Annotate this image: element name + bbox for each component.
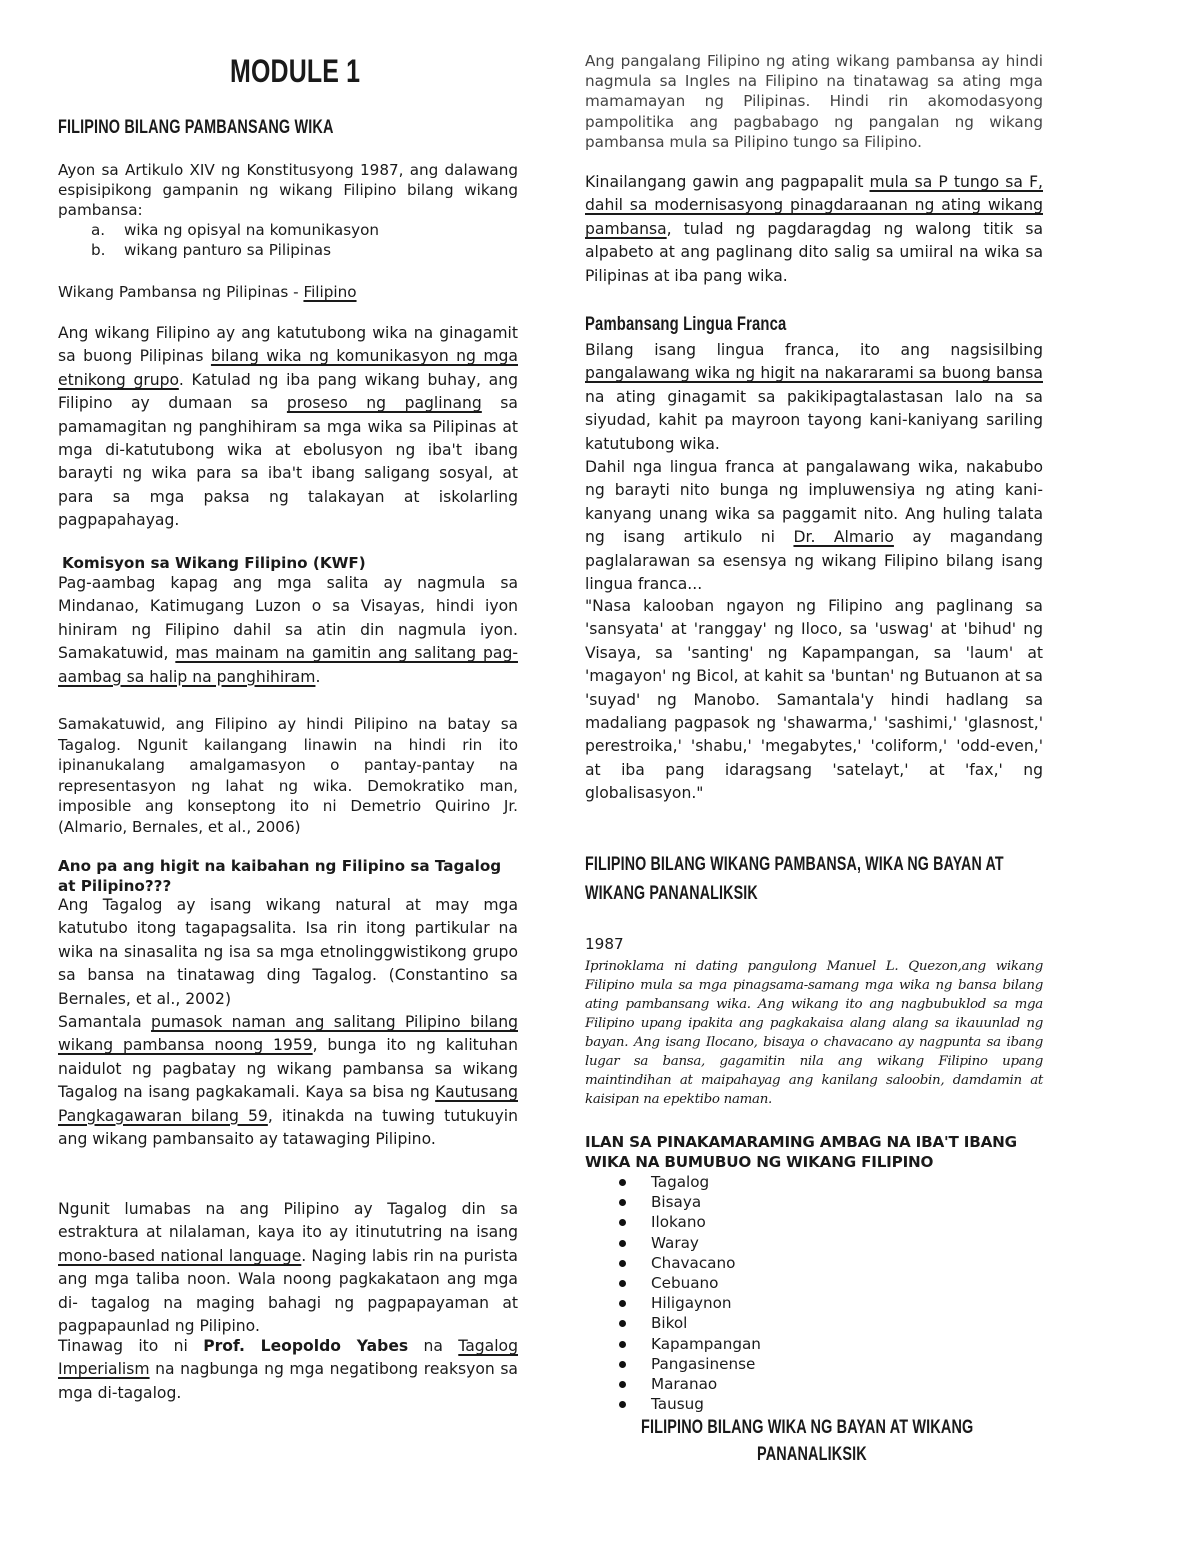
final-heading-line2: PANANALIKSIK (757, 1444, 867, 1465)
list-item (585, 1313, 1043, 1333)
kwf-paragraph (58, 572, 518, 689)
text-run: Kinailangang gawin ang pagpapalit (585, 173, 870, 191)
ambag-heading: ILAN SA PINAKAMARAMING AMBAG NA IBA'T IBANG WIKA NA BUMUBUO NG WIKANG FILIPINO (585, 1133, 1017, 1171)
text-run: . Katulad ng iba pang wikang buhay, ang Filipino ay dumaan sa (58, 370, 518, 413)
pilipino-paragraph (58, 1011, 518, 1151)
almario-quote: "Nasa kalooban ngayon ng Filipino ang paglinang sa 'sansyata' at 'ranggay' ng Iloco, sa 'uswag' at 'bihud' ng Visaya, sa 'santing' ng Kapampangan, sa 'laum' at 'magayon' ng Bicol, at kahit sa 'buntan' ng Butuanon at sa 'suyad' ng Manobo. Samantala'y hindi hadlang sa madaliang pagpasok ng 'shawarma,' 'sashimi,' 'glasnost,' perestroika,' 'shabu,' 'megabytes,' 'coliform,' 'odd-even,' at iba pang idaragsang 'satelayt,' at 'fax,' ng globalisasyon." (585, 597, 1043, 803)
bullet-icon (619, 1361, 626, 1368)
list-item (585, 1334, 1043, 1354)
mono-based-paragraph (58, 1198, 518, 1338)
list-item (58, 240, 518, 260)
text-run: Bilang isang lingua franca, ito ang nagsisilbing (585, 341, 1043, 359)
final-heading-line1: FILIPINO BILANG WIKA NG BAYAN AT WIKANG (641, 1417, 974, 1438)
filipino-definition-paragraph (58, 322, 518, 533)
text-run: . (315, 667, 321, 686)
underlined-text: mono-based national language (58, 1246, 302, 1265)
list-item (58, 220, 518, 240)
underlined-text: pangalawang wika ng higit na nakararami sa buong bansa (585, 364, 1043, 383)
underlined-text: Tagalog Imperialism (58, 1337, 518, 1379)
text-run: Dahil nga lingua franca at pangalawang wika, nakabubo ng barayti nito bunga ng impluwensiya ng ating kani- kanyang unang wika sa paggamit nito. Ang huling talata ng isang artikulo ni (585, 458, 1043, 547)
text-run: Tinawag ito ni (58, 1337, 204, 1355)
text-run: , tulad ng pagdaragdag ng walong titik sa alpabeto at ang paglinang dito salig sa umiiral na wika sa Pilipinas at iba pang wika. (585, 219, 1043, 285)
language-name: Ilokano (651, 1213, 706, 1232)
bullet-icon (619, 1240, 626, 1247)
bullet-icon (619, 1341, 626, 1348)
underlined-text: bilang wika ng komunikasyon ng mga etnikong grupo (58, 347, 518, 389)
bold-name: Prof. Leopoldo Yabes (203, 1337, 409, 1355)
lingua-franca-paragraph (585, 339, 1043, 456)
list-item (585, 1374, 1043, 1394)
bullet-icon (619, 1280, 626, 1287)
section-heading-pambansang-wika: FILIPINO BILANG PAMBANSANG WIKA (58, 117, 334, 138)
text-run: Ngunit lumabas na ang Pilipino ay Tagalog din sa estraktura at nilalaman, kaya ito ay itinututring na isang (58, 1200, 518, 1242)
list-item (585, 1253, 1043, 1273)
bullet-icon (619, 1260, 626, 1267)
bullet-icon (619, 1199, 626, 1206)
bullet-icon (619, 1320, 626, 1327)
tagalog-paragraph: Ang Tagalog ay isang wikang natural at may mga katutubo itong tagapagsalita. Isa rin itong partikular na wika na sinasalita ng isa sa mga etnolinggwistikong grupo sa bansa na tinatawag ding Tagalog. (Constantino sa Bernales, et al., 2002) (58, 896, 518, 1008)
bullet-icon (619, 1179, 626, 1186)
text-run: . Naging labis rin na purista ang mga taliba noon. Wala noong pagkakataon ang mga di- tagalog na maging bahagi ng pagpapayaman at pagpapaunlad ng Pilipino. (58, 1246, 518, 1336)
list-item (585, 1172, 1043, 1192)
language-name: Tagalog (651, 1173, 710, 1191)
language-name: Tausug (651, 1395, 704, 1414)
text-run: na nagbunga ng mga negatibong reaksyon sa mga di-tagalog. (58, 1360, 518, 1402)
underlined-text: pumasok naman ang salitang Pilipino bilang wikang pambansa noong 1959 (58, 1013, 518, 1055)
language-name: Kapampangan (651, 1334, 761, 1353)
wikang-pambansa-label: Wikang Pambansa ng Pilipinas - (58, 283, 304, 301)
almario-paragraph (585, 456, 1043, 596)
language-name: Cebuano (651, 1274, 719, 1293)
pangalang-filipino-paragraph: Ang pangalang Filipino ng ating wikang pambansa ay hindi nagmula sa Ingles na Filipino na tinatawag sa ating mga mamamayan ng Pilipinas. Hindi rin akomodasyong pampolitika ang pagbabago ng pangalan ng wikang pambansa mula sa Pilipino tungo sa Filipino. (585, 52, 1043, 151)
text-run: Ang wikang Filipino ay ang katutubong wika na ginagamit sa buong Pilipinas (58, 324, 518, 366)
underlined-text: mas mainam na gamitin ang salitang pag- aambag sa halip na panghihiram (58, 644, 518, 686)
tagalog-imperialism-paragraph (58, 1335, 518, 1405)
list-item-text: wikang panturo sa Pilipinas (124, 241, 331, 260)
list-item (585, 1273, 1043, 1293)
text-run: Samantala (58, 1013, 152, 1031)
language-name: Pangasinense (651, 1354, 756, 1373)
language-name: Maranao (651, 1375, 718, 1394)
wikang-pambansa-heading-line1: FILIPINO BILANG WIKANG PAMBANSA, WIKA NG BAYAN AT (585, 854, 1004, 875)
module-title: MODULE 1 (230, 53, 361, 89)
list-item (585, 1233, 1043, 1253)
language-name: Bisaya (651, 1193, 702, 1212)
text-run: na ating ginagamit sa pakikipagtalastasan lalo na sa siyudad, kahit pa mayroon tayong kani-kaniyang sariling katutubong wika. (585, 387, 1043, 453)
kwf-heading: Komisyon sa Wikang Filipino (KWF) (62, 554, 366, 572)
list-item (585, 1394, 1043, 1414)
list-item (585, 1212, 1043, 1232)
bullet-icon (619, 1300, 626, 1307)
bullet-icon (619, 1401, 626, 1408)
underlined-text: mula sa P tungo sa F, dahil sa modernisasyong pinagdaraanan ng ating wikang pambansa (585, 173, 1043, 238)
languages-list (585, 1172, 1043, 1414)
bullet-icon (619, 1381, 626, 1388)
year-label: 1987 (585, 935, 624, 953)
bullet-icon (619, 1219, 626, 1226)
list-item (585, 1293, 1043, 1313)
text-run: Pag-aambag kapag ang mga salita ay nagmula sa Mindanao, Katimugang Luzon o sa Visayas, hindi iyon hiniram ng Filipino dahil sa atin din nagmula iyon. Samakatuwid, (58, 574, 518, 663)
samakatuwid-paragraph: Samakatuwid, ang Filipino ay hindi Pilipino na batay sa Tagalog. Ngunit kailangang linawin na hindi rin ito ipinanukalang amalgamasyon o pantay-pantay na representasyon ng lahat ng wika. Demokratiko man, imposible ang konseptong ito ni Demetrio Quirino Jr. (Almario, Bernales, et al., 2006) (58, 715, 518, 836)
kaibahan-heading: Ano pa ang higit na kaibahan ng Filipino sa Tagalog at Pilipino??? (58, 857, 502, 895)
gampanin-list (58, 220, 518, 260)
text-run: , itinakda na tuwing tutukuyin ang wikang pambansaito ay tatawaging Pilipino. (58, 1106, 518, 1149)
underlined-text: Kautusang Pangkagawaran bilang 59 (58, 1083, 518, 1125)
list-item (585, 1192, 1043, 1212)
wikang-pambansa-heading-line2: WIKANG PANANALIKSIK (585, 883, 758, 904)
language-name: Bikol (651, 1314, 688, 1333)
language-name: Chavacano (651, 1253, 736, 1272)
lingua-franca-heading: Pambansang Lingua Franca (585, 314, 787, 335)
underlined-text: Dr. Almario (793, 528, 894, 547)
language-name: Hiligaynon (651, 1294, 732, 1313)
text-run: ay magandang paglalarawan sa esensya ng wikang Filipino bilang isang lingua franca... (585, 528, 1043, 594)
quezon-italic-paragraph: Iprinoklama ni dating pangulong Manuel L. Quezon,ang wikang Filipino mula sa mga pinagsama-samang mga wika ng bansa bilang ating pambansang wika. Ang wikang ito ang nagbubuklod sa mga Filipino upang ipakita ang pagkakaisa alang alang sa ikauunlad ng bayan. Ang isang Ilocano, bisaya o chavacano ay nagpunta sa ibang lugar sa bansa, gagamitin nila ang wikang Filipino upang maintindihan at maipahayag ang kanilang saloobin, damdamin at kaisipan na epektibo naman. (585, 959, 1043, 1107)
intro-paragraph: Ayon sa Artikulo XIV ng Konstitusyong 1987, ang dalawang espisipikong gampanin ng wikang Filipino bilang wikang pambansa: (58, 161, 518, 220)
list-item-text: wika ng opisyal na komunikasyon (124, 221, 380, 239)
list-marker: a. (91, 221, 106, 239)
underlined-text: proseso ng paglinang (286, 394, 482, 413)
text-run: , bunga ito ng kalituhan naidulot ng pagbatay ng wikang pambansa sa wikang Tagalog na isang pagkakamali. Kaya sa bisa ng (58, 1036, 518, 1102)
text-run: na (408, 1337, 459, 1355)
wikang-pambansa-line (58, 282, 518, 302)
text-run: sa pamamagitan ng panghihiram sa mga wika sa Pilipinas at mga di-katutubong wika at ebolusyon ng iba't ibang barayti ng wika para sa iba't ibang saligang sosyal, at para sa mga paksa ng talakayan at iskolarling pagpapahayag. (58, 394, 518, 530)
language-name: Waray (651, 1233, 699, 1252)
pagpapalit-paragraph (585, 171, 1043, 288)
list-marker: b. (91, 241, 106, 260)
list-item (585, 1354, 1043, 1374)
wikang-pambansa-value: Filipino (303, 283, 357, 301)
